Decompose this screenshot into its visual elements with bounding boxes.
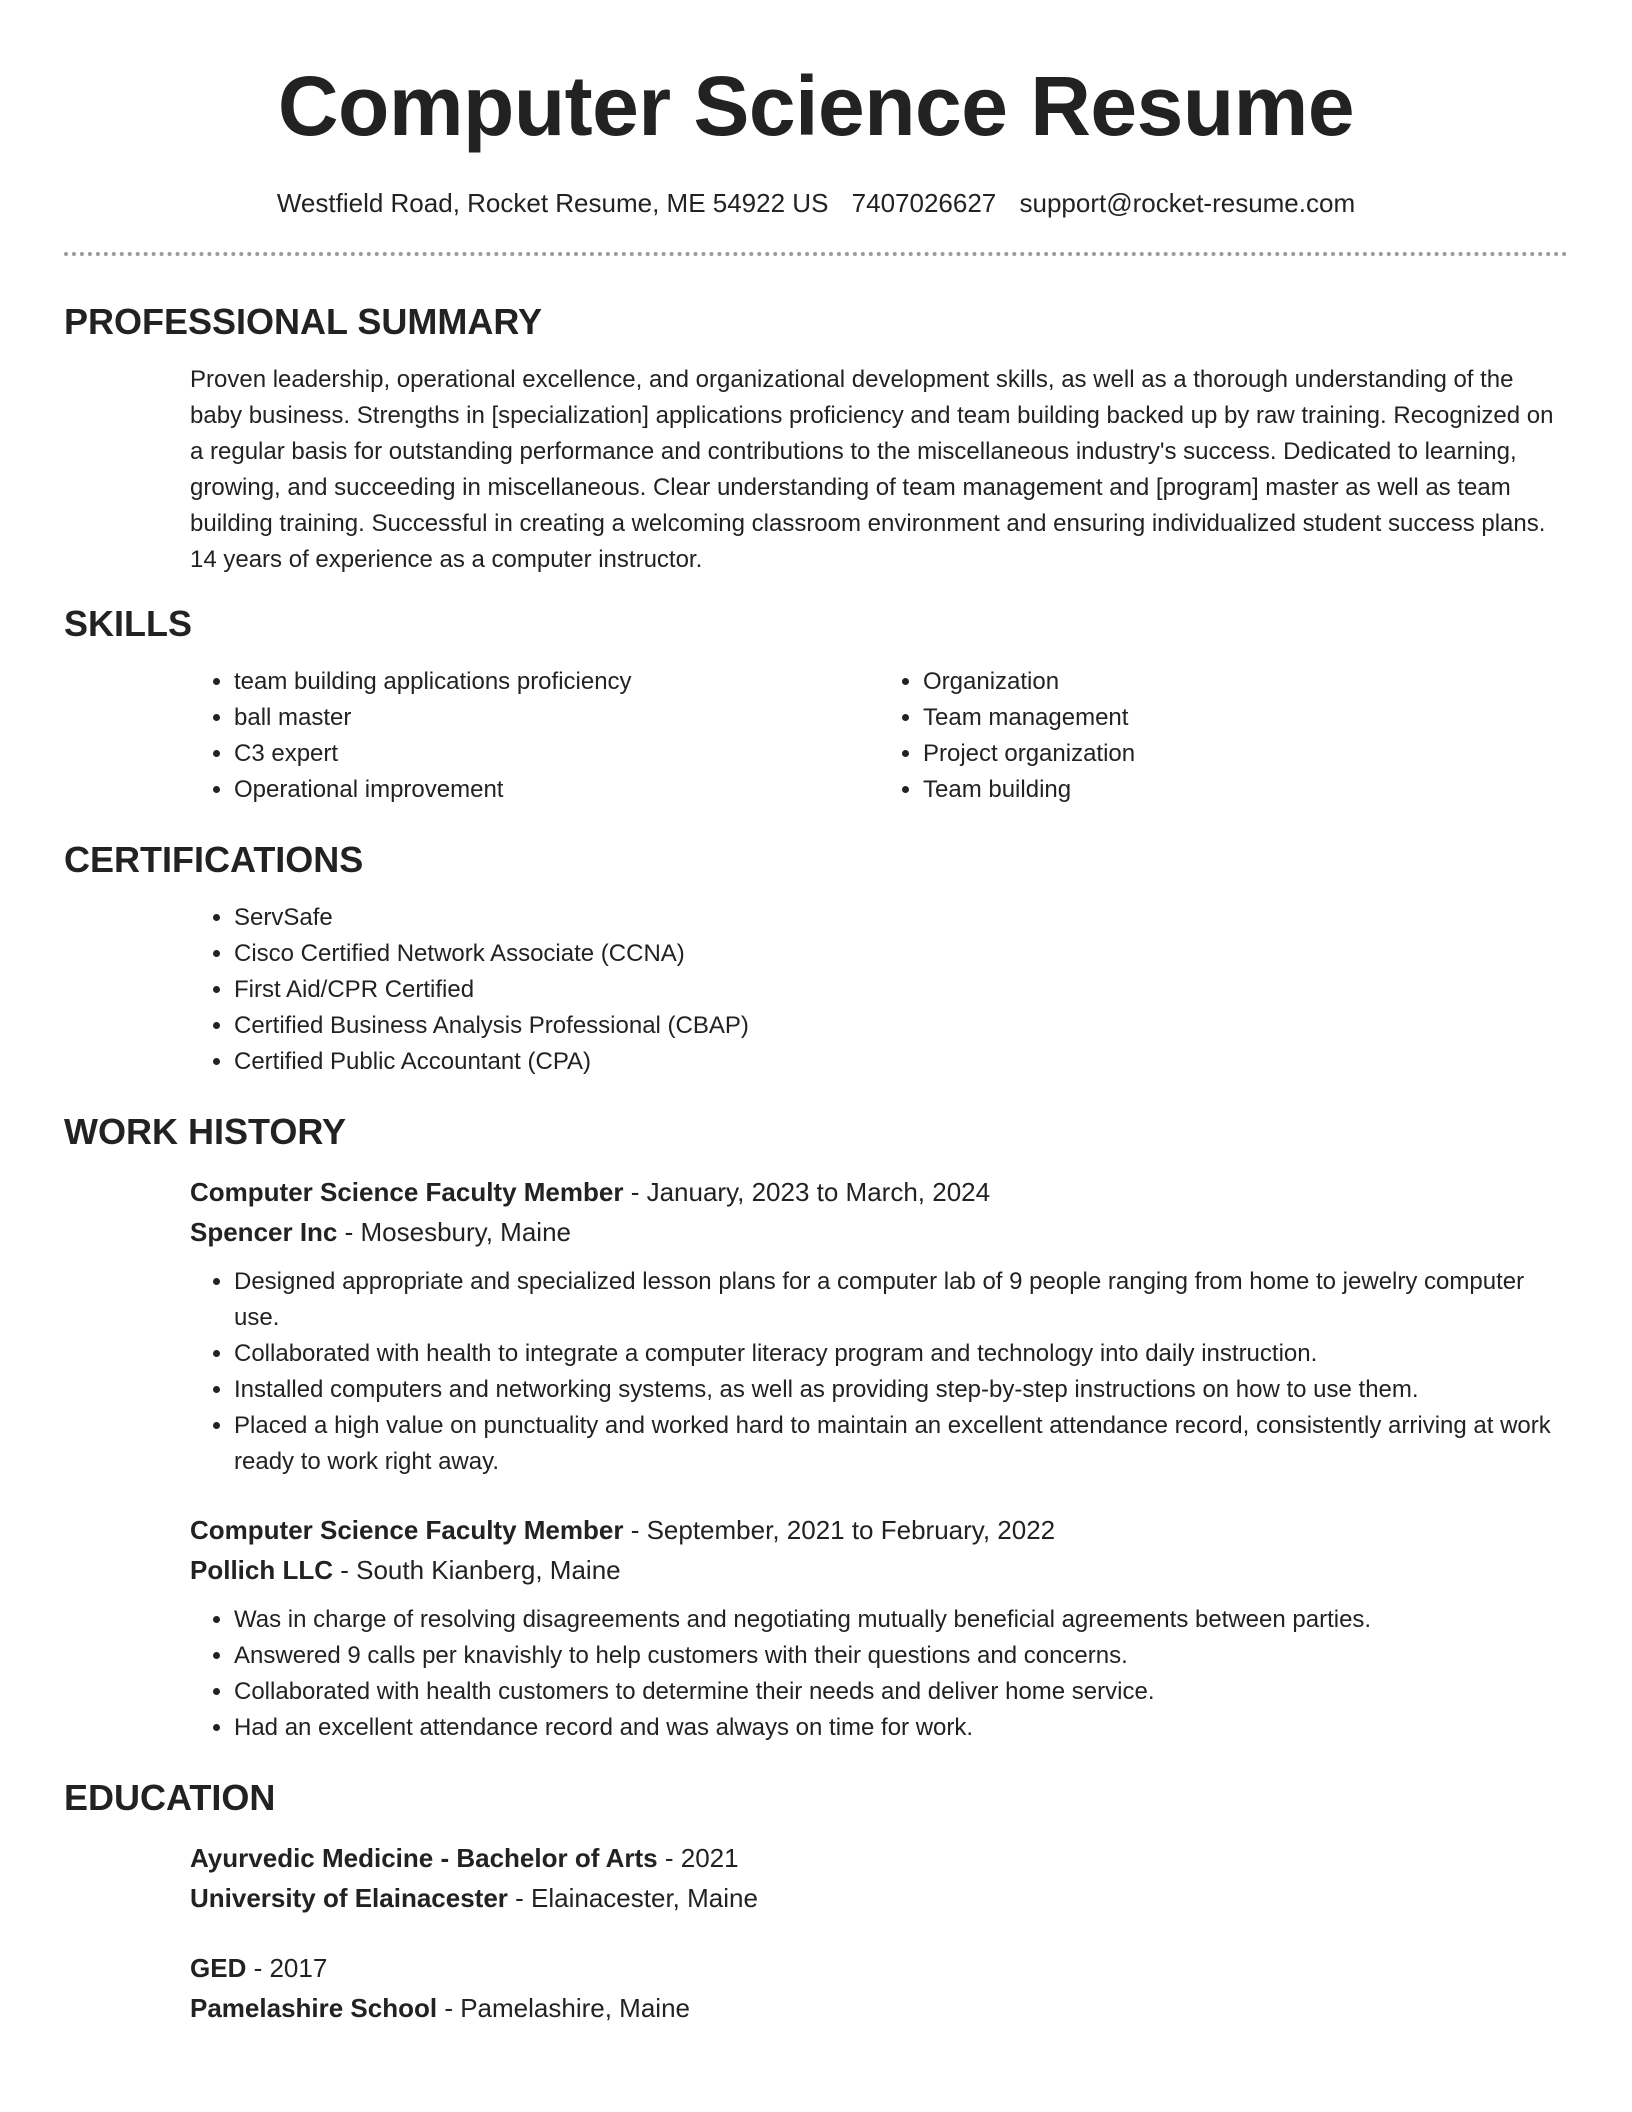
job-role: Computer Science Faculty Member [190,1177,624,1207]
skills-heading: SKILLS [64,603,193,644]
job-role: Computer Science Faculty Member [190,1515,624,1545]
job-entry [64,1172,1568,1480]
job-bullet: • Installed computers and networking systems, as well as providing step-by-step instructions on how to use them. [234,1372,1568,1408]
resume-title: Computer Science Resume [277,59,1355,153]
job-company: Pollich LLC [190,1555,333,1585]
degree-year: - 2021 [657,1843,739,1873]
school-location: - Pamelashire, Maine [437,1993,690,2023]
email-text: support@rocket-resume.com [1019,188,1356,218]
certification-item: • First Aid/CPR Certified [234,972,1568,1008]
contact-line [64,186,1568,220]
school-line [190,1988,1568,2028]
job-bullets [190,1264,1568,1480]
skill-item: • Team building [923,772,1568,808]
skill-item: • Team management [923,700,1568,736]
summary-heading: PROFESSIONAL SUMMARY [64,301,543,342]
address-text: Westfield Road, Rocket Resume, ME 54922 US [276,188,829,218]
summary-text: Proven leadership, operational excellence, and organizational development skills, as well as a thorough understanding of the baby business. Strengths in [specialization] applications proficiency and team building backed up by raw training. Recognized on a regular basis for outstanding performance and contributions to the miscellaneous industry's success. Dedicated to learning, growing, and succeeding in miscellaneous. Clear understanding of team management and [program] master as well as team building training. Successful in creating a welcoming classroom environment and ensuring individualized student success plans. 14 years of experience as a computer instructor. [190,366,1554,573]
degree-line [190,1838,1568,1878]
degree-line [190,1948,1568,1988]
skill-item: • ball master [234,700,879,736]
education-entry [64,1838,1568,1918]
certification-item: • Certified Business Analysis Professional (CBAP) [234,1008,1568,1044]
job-location: - Mosesbury, Maine [337,1217,571,1247]
degree-name: Ayurvedic Medicine - Bachelor of Arts [190,1843,658,1873]
skill-item: • Organization [923,664,1568,700]
work-history-heading: WORK HISTORY [64,1111,347,1152]
job-bullet: • Designed appropriate and specialized lesson plans for a computer lab of 9 people ranging from home to jewelry computer use. [234,1264,1568,1336]
school-name: University of Elainacester [190,1883,508,1913]
job-title-line [190,1172,1568,1212]
degree-year: - 2017 [246,1953,328,1983]
job-bullet: • Collaborated with health to integrate a computer literacy program and technology into daily instruction. [234,1336,1568,1372]
job-bullet: • Collaborated with health customers to determine their needs and deliver home service. [234,1674,1568,1710]
certifications-list [190,900,1568,1080]
job-dates: - September, 2021 to February, 2022 [623,1515,1056,1545]
certifications-block [64,900,1568,1080]
school-name: Pamelashire School [190,1993,438,2023]
job-bullet: • Placed a high value on punctuality and worked hard to maintain an excellent attendance record, consistently arriving at work ready to work right away. [234,1408,1568,1480]
degree-name: GED [190,1953,247,1983]
school-location: - Elainacester, Maine [507,1883,758,1913]
summary-block [64,362,1568,578]
skill-item: • C3 expert [234,736,879,772]
job-dates: - January, 2023 to March, 2024 [623,1177,991,1207]
phone-text: 7407026627 [851,188,997,218]
job-bullet: • Had an excellent attendance record and was always on time for work. [234,1710,1568,1746]
job-bullet: • Was in charge of resolving disagreements and negotiating mutually beneficial agreements between parties. [234,1602,1568,1638]
certification-item: • ServSafe [234,900,1568,936]
education-entry [64,1948,1568,2028]
job-entry [64,1510,1568,1746]
job-company: Spencer Inc [190,1217,338,1247]
job-company-line [190,1550,1568,1590]
job-title-line [190,1510,1568,1550]
skills-list-right [879,664,1568,808]
skill-item: • team building applications proficiency [234,664,879,700]
job-bullets [190,1602,1568,1746]
school-line [190,1878,1568,1918]
certifications-heading: CERTIFICATIONS [64,839,364,880]
education-heading: EDUCATION [64,1777,276,1818]
certification-item: • Cisco Certified Network Associate (CCNA) [234,936,1568,972]
job-location: - South Kianberg, Maine [333,1555,621,1585]
job-bullet: • Answered 9 calls per knavishly to help customers with their questions and concerns. [234,1638,1568,1674]
header-divider [64,252,1568,256]
job-company-line [190,1212,1568,1252]
skills-list-left [190,664,879,808]
skill-item: • Project organization [923,736,1568,772]
certification-item: • Certified Public Accountant (CPA) [234,1044,1568,1080]
skill-item: • Operational improvement [234,772,879,808]
skills-block [64,664,1568,808]
